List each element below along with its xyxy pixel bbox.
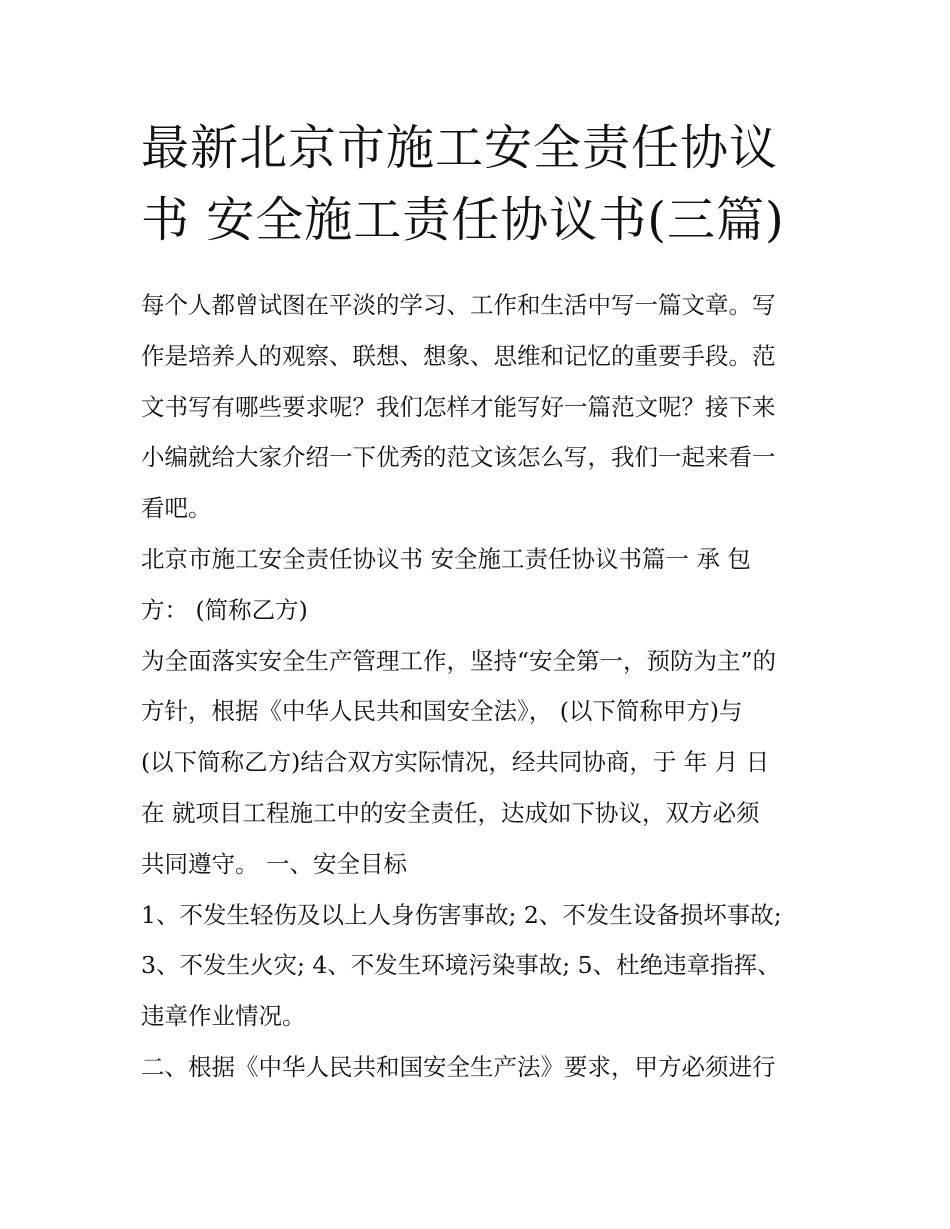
document-body [141, 280, 821, 1093]
body-line: 方： (简称乙方) [141, 595, 308, 624]
body-line: 在 就项目工程施工中的安全责任，达成如下协议，双方必须 [141, 798, 760, 827]
title-line-2: 书 安全施工责任协议书(三篇) [141, 192, 785, 248]
body-line: 共同遵守。 一、安全目标 [141, 849, 407, 878]
body-line: 为全面落实安全生产管理工作，坚持“安全第一，预防为主”的 [141, 646, 777, 675]
title-line-1: 最新北京市施工安全责任协议 [141, 120, 779, 176]
body-line: 3、不发生火灾; 4、不发生环境污染事故; 5、杜绝违章指挥、 [141, 951, 781, 980]
body-line: 小编就给大家介绍一下优秀的范文该怎么写，我们一起来看一 [141, 443, 776, 472]
body-line: 北京市施工安全责任协议书 安全施工责任协议书篇一 承 包 [141, 544, 751, 573]
body-line: 作是培养人的观察、联想、想象、思维和记忆的重要手段。范 [141, 341, 776, 370]
body-line: 方针，根据《中华人民共和国安全法》， (以下简称甲方)与 [141, 697, 743, 726]
body-line: 二、根据《中华人民共和国安全生产法》要求，甲方必须进行 [141, 1052, 776, 1081]
body-line: 文书写有哪些要求呢？我们怎样才能写好一篇范文呢？接下来 [141, 392, 776, 421]
body-line: 违章作业情况。 [141, 1002, 306, 1031]
document-title [141, 112, 821, 256]
body-line: (以下简称乙方)结合双方实际情况，经共同协商，于 年 月 日 [141, 748, 770, 777]
body-line: 1、不发生轻伤及以上人身伤害事故; 2、不发生设备损坏事故; [141, 900, 782, 929]
body-line: 看吧。 [141, 494, 212, 523]
body-line: 每个人都曾试图在平淡的学习、工作和生活中写一篇文章。写 [141, 291, 776, 319]
